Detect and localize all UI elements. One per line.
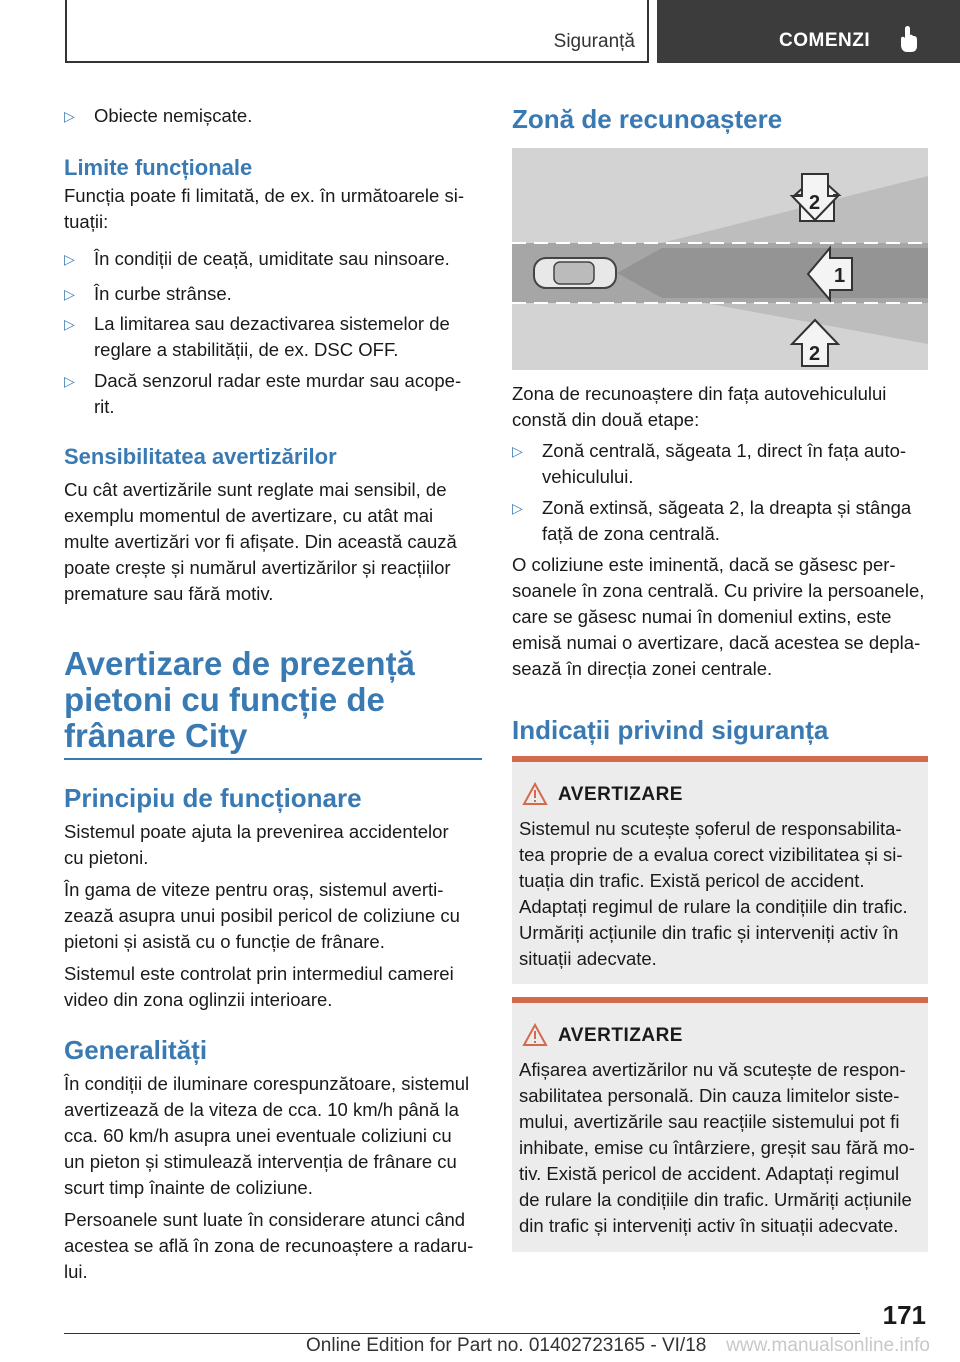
page-number: 171: [882, 1300, 926, 1330]
paragraph-line: soanele în zona centrală. Cu privire la persoanele,: [512, 580, 925, 601]
paragraph-line: un pieton și stimulează intervenția de frânare cu: [64, 1151, 457, 1172]
list-item-continuation: reglare a stabilității, de ex. DSC OFF.: [94, 339, 399, 360]
paragraph-line: cca. 60 km/h asupra unei eventuale coliziuni cu: [64, 1125, 452, 1146]
paragraph-line: premature sau fără motiv.: [64, 583, 274, 604]
warning-body-line: din trafic și interveniți activ în situații adecvate.: [519, 1215, 899, 1236]
warning-bar: [512, 997, 928, 1003]
header-tab-label: COMENZI: [779, 30, 871, 51]
header-section-box: [65, 0, 649, 63]
footer-edition: Online Edition for Part no. 01402723165 - VI/18: [306, 1335, 707, 1356]
paragraph-line: exemplu momentul de avertizare, cu atât mai: [64, 505, 434, 526]
paragraph-line: pietoni și asistă cu o funcție de frânare.: [64, 931, 385, 952]
paragraph-line: acestea se află în zona de recunoaștere a radaru-: [64, 1235, 474, 1256]
paragraph-line: constă din două etape:: [512, 409, 700, 430]
paragraph-limits-line-2: tuații:: [64, 211, 109, 232]
warning-body-line: de rulare la condițiile din trafic. Urmăriți acțiunile: [519, 1189, 912, 1210]
paragraph-line: Sistemul este controlat prin intermediul camerei: [64, 963, 454, 984]
warning-triangle-icon: [522, 782, 548, 806]
chapter-divider: [64, 758, 482, 760]
header-section-title: Siguranță: [553, 31, 635, 52]
paragraph-line: zează asupra unui posibil pericol de coliziune cu: [64, 905, 460, 926]
list-item-continuation: față de zona centrală.: [542, 523, 720, 544]
chapter-title-line-3: frânare City: [64, 717, 248, 754]
warning-title: AVERTIZARE: [558, 784, 683, 805]
warning-body-line: mului, avertizările sau reacțiile sistemului pot fi: [519, 1111, 900, 1132]
paragraph-line: video din zona oglinzii interioare.: [64, 989, 333, 1010]
warning-body-line: Sistemul nu scutește șoferul de responsabilita-: [519, 818, 902, 839]
paragraph-line: Zona de recunoaștere din fața autovehiculului: [512, 383, 887, 404]
paragraph-line: Sistemul poate ajuta la prevenirea accidentelor: [64, 821, 449, 842]
paragraph-line: poate crește și numărul avertizărilor și reacțiilor: [64, 557, 451, 578]
paragraph-line: multe avertizări vor fi afișate. Din această cauză: [64, 531, 457, 552]
paragraph-limits-line-1: Funcția poate fi limitată, de ex. în următoarele si-: [64, 185, 464, 206]
list-item-continuation: rit.: [94, 396, 115, 417]
triangle-bullet-icon: ▷: [64, 108, 75, 124]
triangle-bullet-icon: ▷: [64, 316, 75, 332]
detection-zone-illustration: [512, 148, 928, 370]
section-heading-safety: Indicații privind siguranța: [512, 715, 829, 745]
warning-body-line: situații adecvate.: [519, 948, 657, 969]
paragraph-line: lui.: [64, 1261, 88, 1282]
chapter-title-line-1: Avertizare de prezență: [64, 645, 415, 682]
triangle-bullet-icon: ▷: [512, 443, 523, 459]
paragraph-line: În gama de viteze pentru oraș, sistemul averti-: [64, 879, 444, 900]
warning-body-line: Urmăriți acțiunile din trafic și interveniți activ în: [519, 922, 899, 943]
paragraph-line: cu pietoni.: [64, 847, 149, 868]
warning-body-line: tuația din trafic. Există pericol de accident.: [519, 870, 865, 891]
section-heading-principle: Principiu de funcționare: [64, 783, 362, 813]
paragraph-line: sează în direcția zonei centrale.: [512, 658, 773, 679]
paragraph-line: avertizează de la viteza de cca. 10 km/h până la: [64, 1099, 459, 1120]
triangle-bullet-icon: ▷: [64, 286, 75, 302]
paragraph-line: scurt timp înainte de coliziune.: [64, 1177, 313, 1198]
figure-label-arrow-1: 1: [834, 265, 846, 287]
warning-title: AVERTIZARE: [558, 1025, 683, 1046]
triangle-bullet-icon: ▷: [64, 251, 75, 267]
warning-body-line: inhibate, emise cu întârziere, greșit sau fără mo-: [519, 1137, 915, 1158]
warning-bar: [512, 756, 928, 762]
paragraph-line: În condiții de iluminare corespunzătoare, sistemul: [64, 1073, 470, 1094]
list-item-continuation: vehiculului.: [542, 466, 634, 487]
warning-body-line: tea proprie de a evalua corect vizibilitatea și si-: [519, 844, 903, 865]
warning-body-line: tiv. Există pericol de accident. Adaptați regimul: [519, 1163, 900, 1184]
paragraph-line: Persoanele sunt luate în considerare atunci când: [64, 1209, 466, 1230]
section-heading-sensitivity: Sensibilitatea avertizărilor: [64, 444, 337, 469]
paragraph-line: care se găsesc numai în domeniul extins, este: [512, 606, 892, 627]
paragraph-line: emisă numai o avertizare, dacă acestea se depla-: [512, 632, 921, 653]
triangle-bullet-icon: ▷: [64, 373, 75, 389]
paragraph-line: O coliziune este iminentă, dacă se găsesc per-: [512, 554, 896, 575]
figure-label-arrow-2-bottom: 2: [809, 343, 821, 365]
figure-label-arrow-2-top: 2: [809, 192, 821, 214]
footer-divider: [64, 1333, 860, 1334]
section-heading-general: Generalități: [64, 1035, 208, 1065]
header-tab-comenzi[interactable]: [657, 0, 960, 63]
warning-body-line: Afișarea avertizărilor nu vă scutește de respon-: [519, 1059, 906, 1080]
warning-body-line: sabilitatea personală. Din cauza limitelor siste-: [519, 1085, 900, 1106]
chapter-title-line-2: pietoni cu funcție de: [64, 681, 385, 718]
section-heading-limits: Limite funcționale: [64, 155, 253, 180]
watermark: www.manualsonline.info: [726, 1335, 930, 1356]
warning-body-line: Adaptați regimul de rulare la condițiile din trafic.: [519, 896, 908, 917]
section-heading-zone: Zonă de recunoaștere: [512, 104, 783, 134]
warning-box-2: [512, 997, 928, 1252]
warning-triangle-icon: [522, 1023, 548, 1047]
warning-box-1: [512, 756, 928, 984]
triangle-bullet-icon: ▷: [512, 500, 523, 516]
paragraph-line: Cu cât avertizările sunt reglate mai sensibil, de: [64, 479, 447, 500]
pointing-hand-icon: [897, 24, 921, 54]
